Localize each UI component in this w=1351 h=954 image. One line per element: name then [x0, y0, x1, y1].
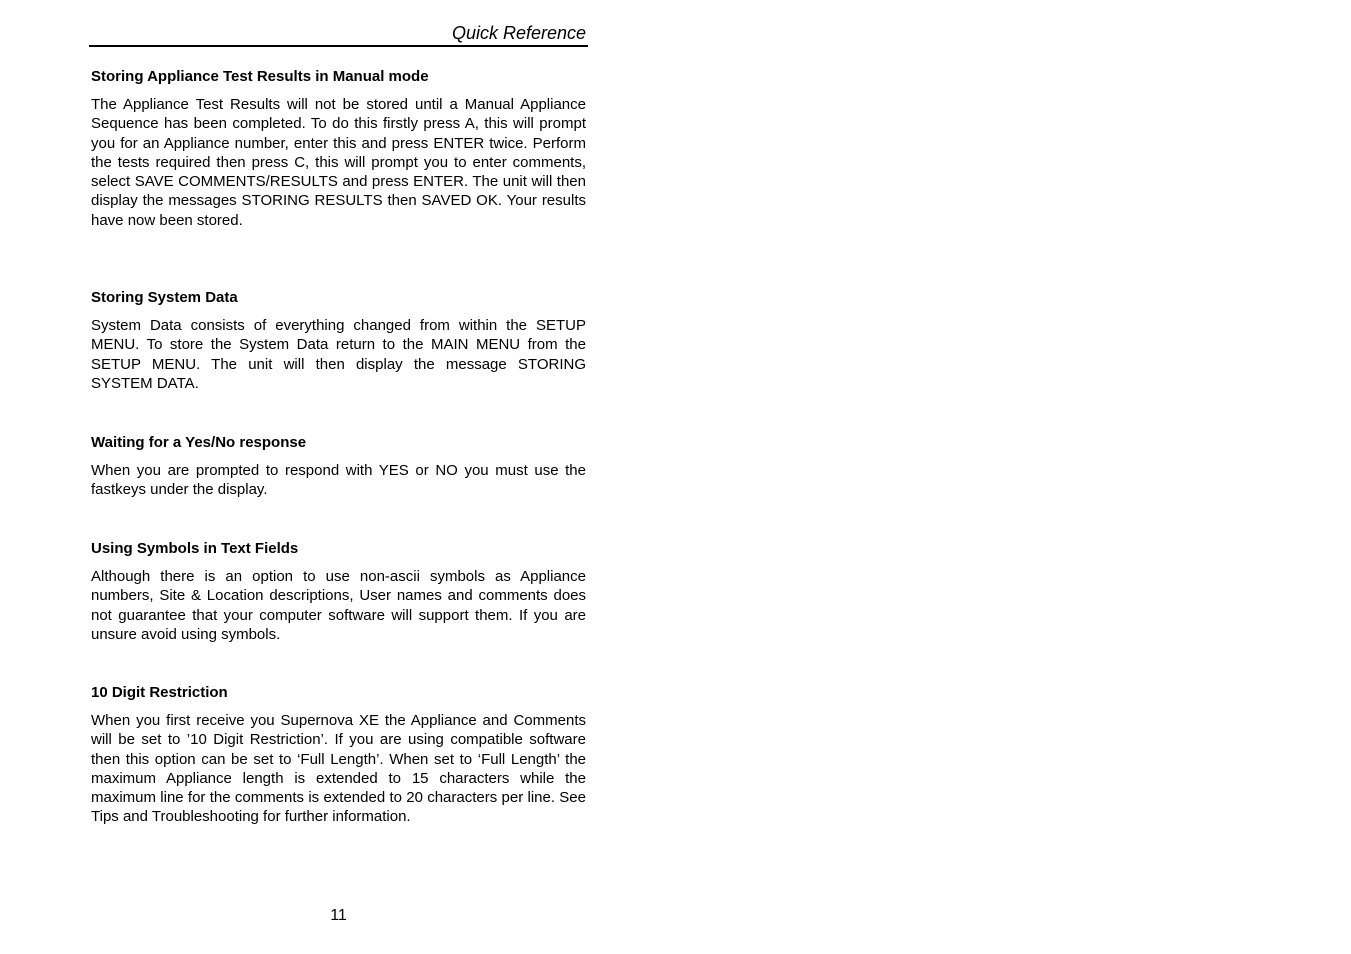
section-body: System Data consists of everything changed from within the SETUP MENU. To store the System Data return to the MAIN MENU from the SETUP MENU. The unit will then display the message STORING SYSTEM DATA.	[91, 317, 586, 392]
section-heading: Using Symbols in Text Fields	[91, 540, 299, 557]
section-using-symbols	[91, 539, 586, 644]
section-heading: Waiting for a Yes/No response	[91, 434, 307, 451]
manual-page	[89, 0, 588, 954]
section-body: When you are prompted to respond with YES or NO you must use the fastkeys under the display.	[91, 462, 586, 499]
section-storing-appliance-results	[91, 67, 586, 230]
header-rule	[89, 45, 588, 47]
section-body: Although there is an option to use non-ascii symbols as Appliance numbers, Site & Location descriptions, User names and comments does not guarantee that your computer software will support them. If you are unsure avoid using symbols.	[91, 568, 586, 643]
running-header: Quick Reference	[451, 23, 586, 43]
section-waiting-yes-no	[91, 433, 586, 500]
page-number: 11	[330, 907, 347, 924]
section-heading: Storing System Data	[91, 289, 238, 306]
section-body: The Appliance Test Results will not be stored until a Manual Appliance Sequence has been completed. To do this firstly press A, this will prompt you for an Appliance number, enter this and press ENTER twice. Perform the tests required then press C, this will prompt you to enter comments, select SAVE COMMENTS/RESULTS and press ENTER. The unit will then display the messages STORING RESULTS then SAVED OK. Your results have now been stored.	[91, 96, 586, 229]
section-10-digit-restriction	[91, 683, 586, 827]
section-storing-system-data	[91, 288, 586, 393]
section-body: When you first receive you Supernova XE the Appliance and Comments will be set to ’10 Digit Restriction’. If you are using compatible software then this option can be set to ‘Full Length’. When set to ‘Full Length’ the maximum Appliance length is extended to 15 characters while the maximum line for the comments is extended to 20 characters per line. See Tips and Troubleshooting for further information.	[91, 712, 586, 826]
section-heading: 10 Digit Restriction	[91, 684, 228, 701]
section-heading: Storing Appliance Test Results in Manual mode	[91, 68, 429, 85]
